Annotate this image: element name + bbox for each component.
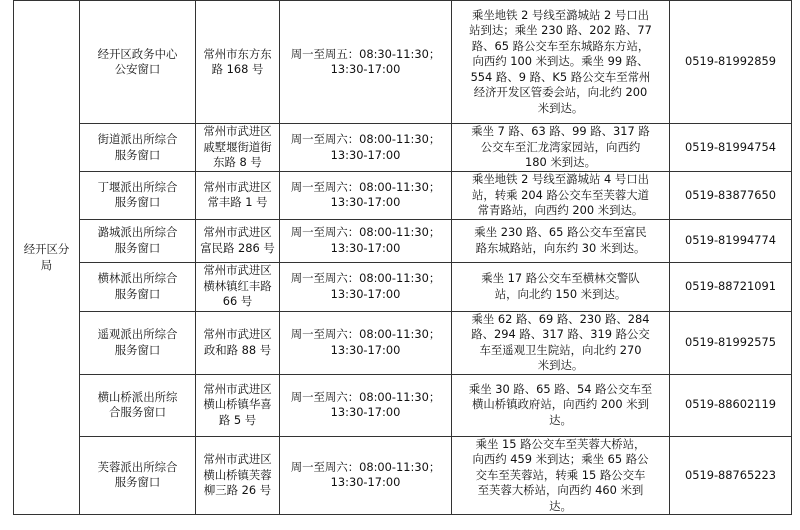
hours-cell-line: 周一至周六：08:00-11:30； [290,225,441,239]
window-name-cell-line: 服务窗口 [114,342,161,357]
window-name-cell-line: 横林派出所综合 [97,271,178,285]
table-row [14,311,792,374]
table-row [14,219,792,262]
window-name-cell [80,262,196,311]
hours-cell-line: 周一至周六：08:00-11:30； [290,327,441,341]
window-name-cell-line: 合服务窗口 [109,405,166,419]
phone-cell: 0519-88765223 [670,436,792,515]
window-name-cell-line: 遥观派出所综合 [97,327,178,341]
transit-cell-line: 乘坐 15 路公交车至芙蓉大桥站， [475,436,646,451]
address-cell-line: 横山桥镇华喜 [203,397,272,412]
window-name-cell-line: 服务窗口 [114,475,161,490]
address-cell [196,311,280,374]
address-cell-line: 常州市武进区 [203,124,272,139]
address-cell-line: 柳三路 26 号 [203,483,272,497]
transit-cell [452,219,670,262]
transit-cell [452,374,670,436]
address-cell-line: 66 号 [222,294,253,309]
phone-cell: 0519-88721091 [670,262,792,311]
address-cell-line: 戚墅堰街道街 [203,139,272,154]
window-name-cell [80,124,196,172]
address-cell [196,1,280,124]
hours-cell-line: 周一至周六：08:00-11:30； [290,179,441,194]
window-name-cell-line: 街道派出所综合 [97,132,178,146]
hours-cell-line: 13:30-17:00 [330,286,401,301]
transit-cell-line: 乘坐 17 路公交车至横林交警队 [481,271,640,285]
hours-cell [280,436,452,515]
transit-cell-line: 常青路站，向西约 200 米到达。 [477,203,644,217]
transit-cell-line: 路东城路站，向东约 30 米到达。 [475,240,646,255]
hours-cell-line: 周一至周六：08:00-11:30； [290,389,441,404]
address-cell-line: 常州市武进区 [203,327,272,341]
transit-cell-line: 站到达；乘坐 230 路、202 路、77 [469,23,652,38]
window-name-cell [80,311,196,374]
address-cell-line: 常州市武进区 [203,179,272,194]
transit-cell-line: 乘坐 30 路、65 路、54 路公交车至 [468,381,653,396]
district-cell-line: 经开区分 [23,242,70,256]
window-name-cell-line: 服务窗口 [114,286,161,301]
window-name-cell-line: 服务窗口 [114,195,161,210]
hours-cell-line: 13:30-17:00 [330,342,401,357]
hours-cell-line: 13:30-17:00 [330,147,401,162]
transit-cell-line: 横山桥镇政府站，向西约 200 米到 [471,397,650,412]
hours-cell [280,1,452,124]
hours-cell [280,219,452,262]
district-cell [14,1,80,515]
transit-cell [452,262,670,311]
transit-cell [452,124,670,172]
transit-cell [452,1,670,124]
window-name-cell [80,1,196,124]
transit-cell-line: 米到达。 [537,100,584,115]
hours-cell-line: 周一至周六：08:00-11:30； [290,132,441,146]
address-cell-line: 路 168 号 [211,62,264,76]
address-cell-line: 常丰路 1 号 [207,195,268,210]
phone-cell: 0519-83877650 [670,172,792,220]
address-cell-line: 常州市武进区 [203,263,272,278]
transit-cell [452,172,670,220]
transit-cell-line: 路、65 路公交车至东城路东方站， [471,38,650,53]
transit-cell-line: 米到达。 [537,358,584,372]
hours-cell-line: 13:30-17:00 [330,475,401,490]
transit-cell-line: 向西约 100 米到达。乘坐 99 路、 [472,54,649,69]
transit-cell-line: 180 米到达。 [525,155,596,170]
address-cell-line: 常州市武进区 [203,381,272,396]
transit-cell-line: 路、294 路、317 路、319 路公交 [471,327,650,341]
window-name-cell [80,436,196,515]
transit-cell-line: 经济开发区管委会站，向北约 200 [473,85,648,100]
transit-cell-line: 乘坐地铁 2 号线至潞城站 4 号口出 [471,172,650,186]
address-cell [196,262,280,311]
window-name-cell-line: 横山桥派出所综 [97,389,178,404]
transit-cell [452,436,670,515]
address-cell-line: 常州市武进区 [203,452,272,466]
hours-cell-line: 周一至周五：08:30-11:30； [290,46,441,61]
phone-cell: 0519-88602119 [670,374,792,436]
hours-cell-line: 13:30-17:00 [330,62,401,76]
window-name-cell-line: 公安窗口 [114,62,161,76]
transit-cell-line: 乘坐 62 路、69 路、230 路、284 [471,311,650,326]
address-cell-line: 政和路 88 号 [203,342,272,357]
transit-cell-line: 站，向北约 150 米到达。 [494,286,627,301]
address-cell-line: 横山桥镇芙蓉 [203,467,272,482]
window-name-cell-line: 潞城派出所综合 [97,225,178,239]
address-cell-line: 常州市武进区 [203,225,272,239]
transit-cell-line: 达。 [549,498,572,513]
window-name-cell-line: 服务窗口 [114,147,161,162]
table-row [14,436,792,515]
transit-cell-line: 向西约 459 米到达；乘坐 65 路公 [472,452,649,466]
phone-cell: 0519-81994754 [670,124,792,172]
window-name-cell [80,374,196,436]
address-cell-line: 横林镇红丰路 [203,278,272,293]
phone-cell: 0519-81992859 [670,1,792,124]
table-row [14,262,792,311]
window-name-cell-line: 芙蓉派出所综合 [97,459,178,474]
window-name-cell-line: 丁堰派出所综合 [97,179,178,194]
address-cell [196,172,280,220]
address-cell-line: 常州市东方东 [203,46,272,61]
window-name-cell-line: 服务窗口 [114,240,161,255]
transit-cell-line: 车至遥观卫生院站，向北约 270 [479,342,642,357]
hours-cell [280,262,452,311]
table-row [14,172,792,220]
hours-cell-line: 13:30-17:00 [330,195,401,210]
transit-cell-line: 至芙蓉大桥站，向西约 460 米到 [477,483,644,497]
address-cell [196,436,280,515]
window-name-cell [80,219,196,262]
table-body [14,1,792,515]
transit-cell-line: 554 路、9 路、K5 路公交车至常州 [470,69,651,84]
window-name-cell-line: 经开区政务中心 [97,46,178,61]
address-cell [196,374,280,436]
service-window-table [13,0,792,515]
hours-cell-line: 13:30-17:00 [330,405,401,419]
address-cell-line: 富民路 286 号 [200,240,275,255]
address-cell-line: 东路 8 号 [213,155,262,170]
hours-cell [280,172,452,220]
transit-cell-line: 乘坐 230 路、65 路公交车至富民 [474,225,647,239]
table-row [14,1,792,124]
transit-cell-line: 乘坐 7 路、63 路、99 路、317 路 [471,124,650,139]
phone-cell: 0519-81992575 [670,311,792,374]
hours-cell [280,124,452,172]
transit-cell-line: 公交车至汇龙湾家园站，向西约 [480,139,641,154]
window-name-cell [80,172,196,220]
phone-cell: 0519-81994774 [670,219,792,262]
transit-cell-line: 交车至芙蓉站，转乘 15 路公交车 [475,467,646,482]
transit-cell [452,311,670,374]
address-cell [196,219,280,262]
hours-cell-line: 周一至周六：08:00-11:30； [290,459,441,474]
transit-cell-line: 达。 [549,412,572,427]
hours-cell [280,374,452,436]
table-row [14,124,792,172]
transit-cell-line: 乘坐地铁 2 号线至潞城站 2 号口出 [471,7,650,22]
table-row [14,374,792,436]
address-cell [196,124,280,172]
hours-cell-line: 13:30-17:00 [330,240,401,255]
hours-cell [280,311,452,374]
hours-cell-line: 周一至周六：08:00-11:30； [290,271,441,285]
district-cell-line: 局 [40,257,53,272]
address-cell-line: 路 5 号 [218,412,257,427]
transit-cell-line: 站，转乘 204 路公交车至芙蓉大道 [471,187,650,202]
